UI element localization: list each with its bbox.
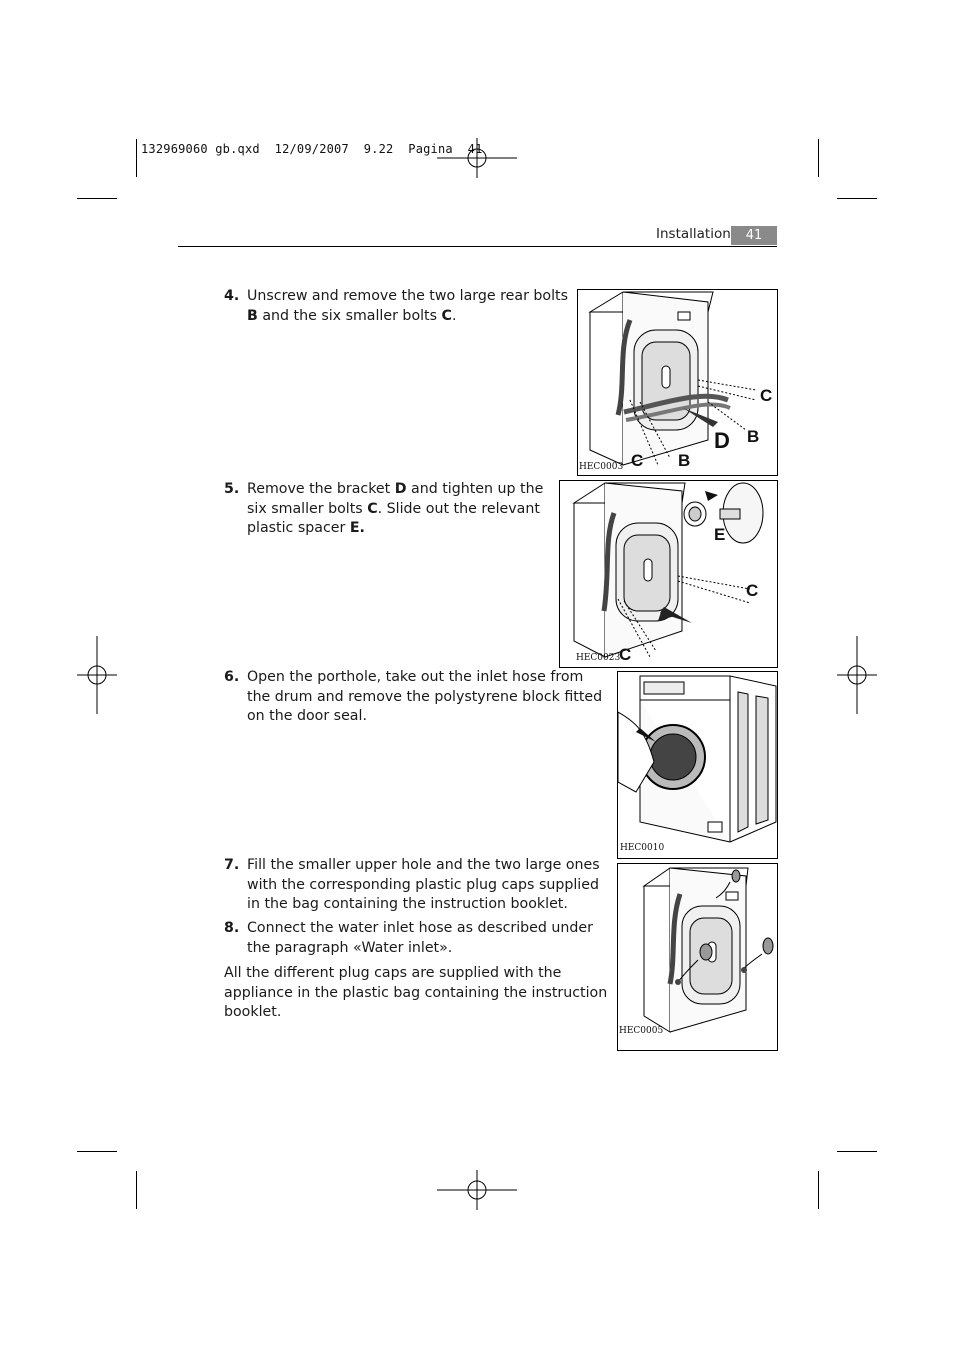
step-number: 7. bbox=[224, 857, 240, 873]
figure-code: HEC0003 bbox=[579, 462, 624, 472]
step-5 bbox=[224, 480, 554, 539]
step-number: 4. bbox=[224, 288, 240, 304]
label-b: B bbox=[678, 451, 691, 470]
step-number: 6. bbox=[224, 669, 240, 685]
label-b: B bbox=[747, 427, 760, 446]
figure-hec0003 bbox=[577, 289, 778, 476]
step-4 bbox=[224, 287, 569, 326]
figure-hec0005 bbox=[617, 863, 778, 1051]
step-text: Fill the smaller upper hole and the two large ones with the corresponding plastic plug caps supplied in the bag containing the instruction booklet. bbox=[247, 857, 600, 913]
section-title: Installation bbox=[656, 226, 731, 242]
step-text: Connect the water inlet hose as described under the paragraph «Water inlet». bbox=[247, 920, 593, 956]
figure-code: HEC0023 bbox=[576, 653, 621, 663]
step-text: Unscrew and remove the two large rear bolts B and the six smaller bolts C. bbox=[247, 288, 568, 324]
step-number: 5. bbox=[224, 481, 240, 497]
washer-rear-bolts-illustration bbox=[578, 290, 777, 475]
step-text: Open the porthole, take out the inlet hose from the drum and remove the polystyrene block fitted on the door seal. bbox=[247, 669, 603, 725]
page-number-badge: 41 bbox=[731, 226, 777, 245]
washer-porthole-illustration bbox=[618, 672, 777, 858]
step-number: 8. bbox=[224, 920, 240, 936]
registration-mark-top bbox=[437, 138, 517, 178]
figure-code: HEC0005 bbox=[619, 1026, 664, 1036]
registration-mark-left bbox=[77, 636, 117, 714]
washer-spacer-illustration bbox=[560, 481, 777, 667]
step-8 bbox=[224, 919, 609, 958]
registration-mark-bottom bbox=[437, 1170, 517, 1210]
label-c: C bbox=[619, 645, 632, 664]
figure-hec0010 bbox=[617, 671, 778, 859]
slug-line: 132969060 gb.qxd 12/09/2007 9.22 Pagina 41 bbox=[141, 142, 483, 156]
washer-plug-caps-illustration bbox=[618, 864, 777, 1050]
step-text: Remove the bracket D and tighten up the six smaller bolts C. Slide out the relevant plastic spacer E. bbox=[247, 481, 544, 537]
figure-code: HEC0010 bbox=[620, 843, 665, 853]
label-d: D bbox=[714, 428, 730, 453]
label-c: C bbox=[760, 386, 773, 405]
step-6 bbox=[224, 668, 609, 727]
closing-paragraph: All the different plug caps are supplied with the appliance in the plastic bag containing the instruction booklet. bbox=[224, 965, 608, 1021]
label-e: E bbox=[714, 525, 726, 544]
step-7 bbox=[224, 856, 609, 915]
label-c: C bbox=[746, 581, 759, 600]
registration-mark-right bbox=[837, 636, 877, 714]
header-rule bbox=[178, 246, 777, 247]
label-c: C bbox=[631, 451, 644, 470]
figure-hec0023 bbox=[559, 480, 778, 668]
